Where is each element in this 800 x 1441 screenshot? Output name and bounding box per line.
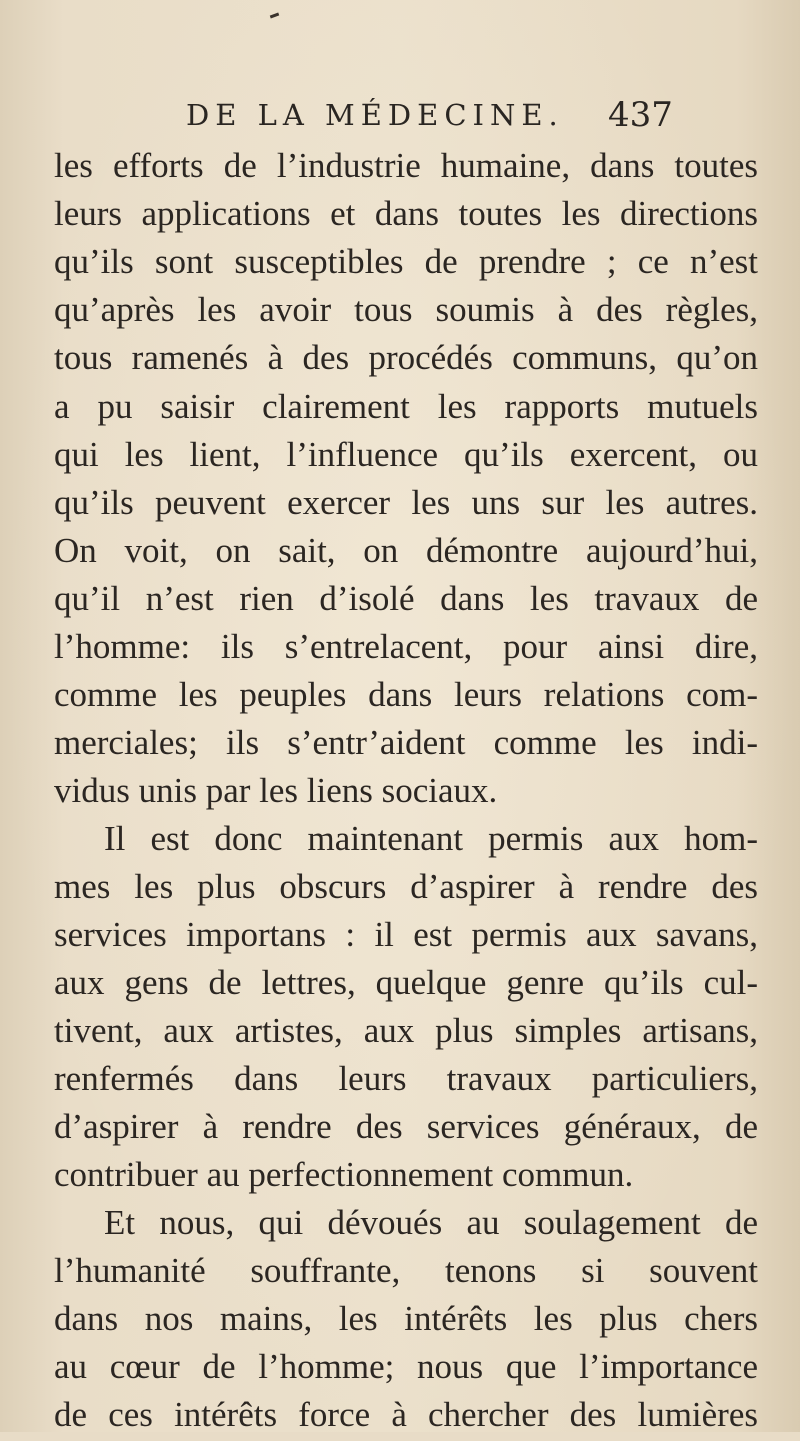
text-line: qu’ils peuvent exercer les uns sur les autres.: [54, 483, 758, 522]
text-line: les efforts de l’industrie humaine, dans toutes: [54, 146, 758, 185]
text-line: qu’après les avoir tous soumis à des règles,: [54, 290, 758, 329]
ink-mark: [270, 13, 279, 19]
text-line: vidus unis par les liens sociaux.: [54, 771, 498, 810]
text-line: comme les peuples dans leurs relations com-: [54, 675, 758, 714]
text-line: d’aspirer à rendre des services généraux, de: [54, 1107, 758, 1146]
text-line: merciales; ils s’entr’aident comme les indi-: [54, 723, 758, 762]
text-line: services importans : il est permis aux savans,: [54, 915, 758, 954]
text-line: qu’ils sont susceptibles de prendre ; ce n’est: [54, 242, 758, 281]
text-line: leurs applications et dans toutes les directions: [54, 194, 758, 233]
text-line: qui les lient, l’influence qu’ils exercent, ou: [54, 435, 758, 474]
text-line: de ces intérêts force à chercher des lumières: [54, 1395, 758, 1434]
text-line: On voit, on sait, on démontre aujourd’hui,: [54, 531, 758, 570]
text-line: a pu saisir clairement les rapports mutuels: [54, 387, 758, 426]
text-line: l’humanité souffrante, tenons si souvent: [54, 1251, 758, 1290]
text-line: aux gens de lettres, quelque genre qu’ils cul-: [54, 963, 758, 1002]
page-number: 437: [608, 95, 673, 135]
text-line: qu’il n’est rien d’isolé dans les travaux de: [54, 579, 758, 618]
text-line: l’homme: ils s’entrelacent, pour ainsi dire,: [54, 627, 758, 666]
text-line: au cœur de l’homme; nous que l’importance: [54, 1347, 758, 1386]
text-line: tous ramenés à des procédés communs, qu’on: [54, 338, 758, 377]
text-line: renfermés dans leurs travaux particuliers,: [54, 1059, 758, 1098]
text-line: Il est donc maintenant permis aux hom-: [104, 819, 758, 858]
text-line: mes les plus obscurs d’aspirer à rendre des: [54, 867, 758, 906]
text-line: tivent, aux artistes, aux plus simples artisans,: [54, 1011, 758, 1050]
text-line: contribuer au perfectionnement commun.: [54, 1155, 634, 1194]
text-line: Et nous, qui dévoués au soulagement de: [104, 1203, 758, 1242]
running-head: DE LA MÉDECINE.: [186, 98, 564, 132]
text-line: dans nos mains, les intérêts les plus chers: [54, 1299, 758, 1338]
